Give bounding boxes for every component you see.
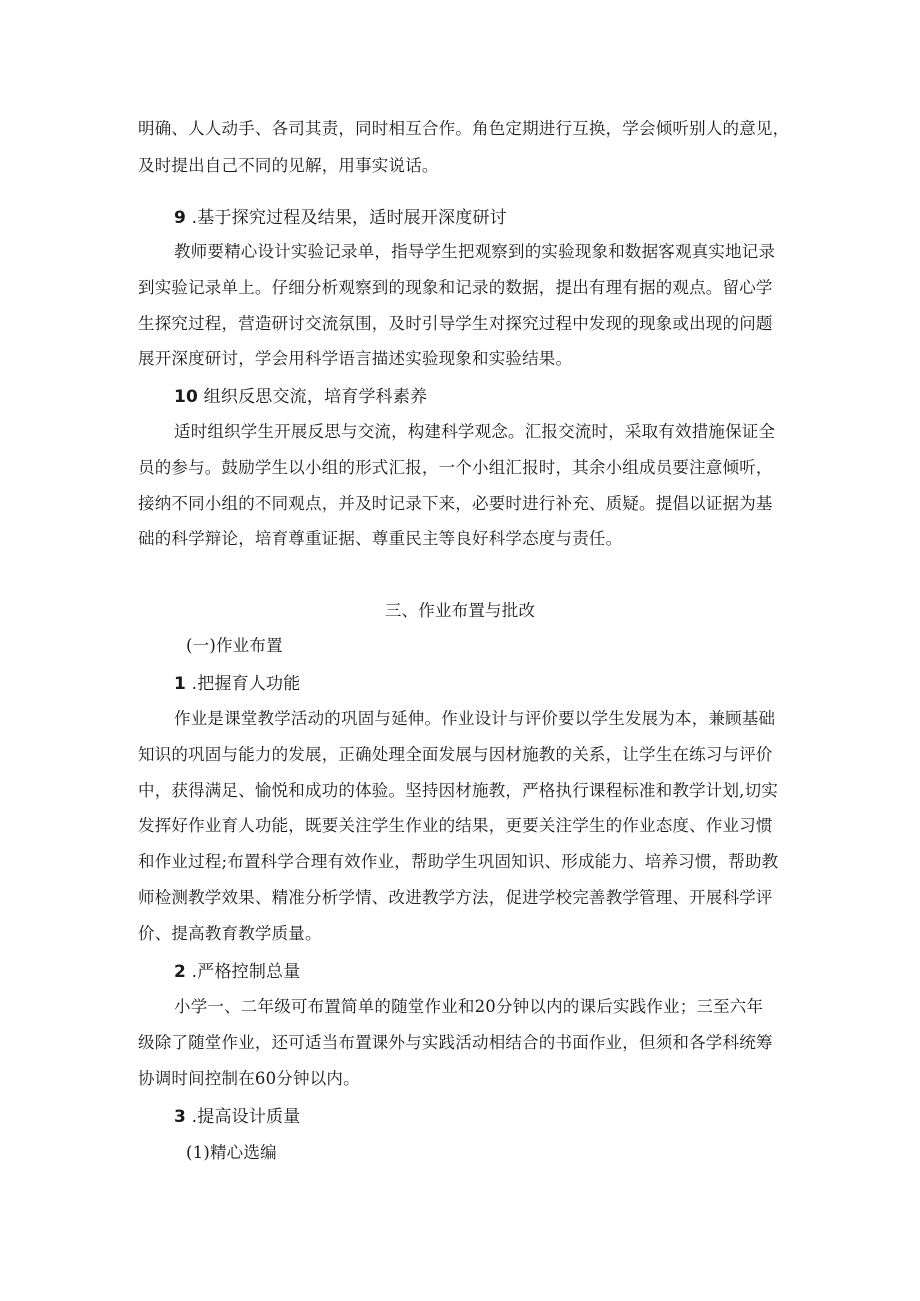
paragraph-line: 适时组织学生开展反思与交流，构建科学观念。汇报交流时，采取有效措施保证全 [174, 422, 776, 441]
paragraph-line: 教师要精心设计实验记录单，指导学生把观察到的实验现象和数据客观真实地记录 [174, 242, 776, 261]
s3-item-3-heading [174, 1105, 300, 1129]
paragraph-line: 生探究过程，营造研讨交流氛围，及时引导学生对探究过程中发现的现象或出现的问题 [138, 314, 773, 333]
item-title: .提高设计质量 [191, 1107, 301, 1127]
paragraph-line: 中，获得满足、愉悦和成功的体验。坚持因材施教，严格执行课程标准和教学计划,切实 [138, 781, 779, 800]
item-number: 9 [174, 208, 187, 228]
paragraph-line: 级除了随堂作业，还可适当布置课外与实践活动相结合的书面作业，但须和各学科统筹 [138, 1033, 773, 1052]
subsection-title: (一)作业布置 [186, 636, 283, 655]
paragraph-line: 到实验记录单上。仔细分析观察到的现象和记录的数据，提出有理有据的观点。留心学 [138, 278, 773, 297]
item-title: .基于探究过程及结果，适时展开深度研讨 [191, 208, 507, 228]
paragraph-line: 知识的巩固与能力的发展，正确处理全面发展与因材施教的关系，让学生在练习与评价 [138, 745, 773, 764]
item-number: 2 [174, 962, 187, 982]
paragraph-line: 和作业过程;布置科学合理有效作业，帮助学生巩固知识、形成能力、培养习惯，帮助教 [138, 852, 779, 871]
paragraph-line: 员的参与。鼓励学生以小组的形式汇报，一个小组汇报时，其余小组成员要注意倾听， [138, 458, 773, 477]
item-title: .严格控制总量 [191, 962, 301, 982]
item-10-heading [174, 385, 427, 409]
subsection-title: (1)精心选编 [186, 1143, 277, 1162]
paragraph-line: 展开深度研讨，学会用科学语言描述实验现象和实验结果。 [138, 349, 573, 368]
paragraph-line: 接纳不同小组的不同观点，并及时记录下来，必要时进行补充、质疑。提倡以证据为基 [138, 494, 773, 513]
s3-item-1-heading [174, 672, 300, 696]
item-title: 组织反思交流，培育学科素养 [203, 387, 428, 407]
item-number: 1 [174, 674, 187, 694]
section-title: 三、作业布置与批改 [384, 601, 536, 620]
item-9-heading [174, 206, 507, 230]
item-number: 3 [174, 1107, 187, 1127]
s3-item-2-heading [174, 960, 300, 984]
paragraph-line: 明确、人人动手、各司其责，同时相互合作。角色定期进行互换，学会倾听别人的意见， [138, 119, 790, 138]
paragraph-line: 小学一、二年级可布置简单的随堂作业和20分钟以内的课后实践作业；三至六年 [174, 997, 764, 1016]
paragraph-line: 发挥好作业育人功能，既要关注学生作业的结果，更要关注学生的作业态度、作业习惯 [138, 816, 773, 835]
item-number: 10 [174, 387, 199, 407]
item-title: .把握育人功能 [191, 674, 301, 694]
paragraph-line: 价、提高教育教学质量。 [138, 924, 322, 943]
paragraph-line: 师检测教学效果、精准分析学情、改进教学方法，促进学校完善教学管理、开展科学评 [138, 888, 773, 907]
paragraph-line: 及时提出自己不同的见解，用事实说话。 [138, 156, 439, 175]
paragraph-line: 作业是课堂教学活动的巩固与延伸。作业设计与评价要以学生发展为本，兼顾基础 [174, 709, 776, 728]
paragraph-line: 础的科学辩论，培育尊重证据、尊重民主等良好科学态度与责任。 [138, 529, 623, 548]
paragraph-line: 协调时间控制在60分钟以内。 [138, 1069, 360, 1088]
